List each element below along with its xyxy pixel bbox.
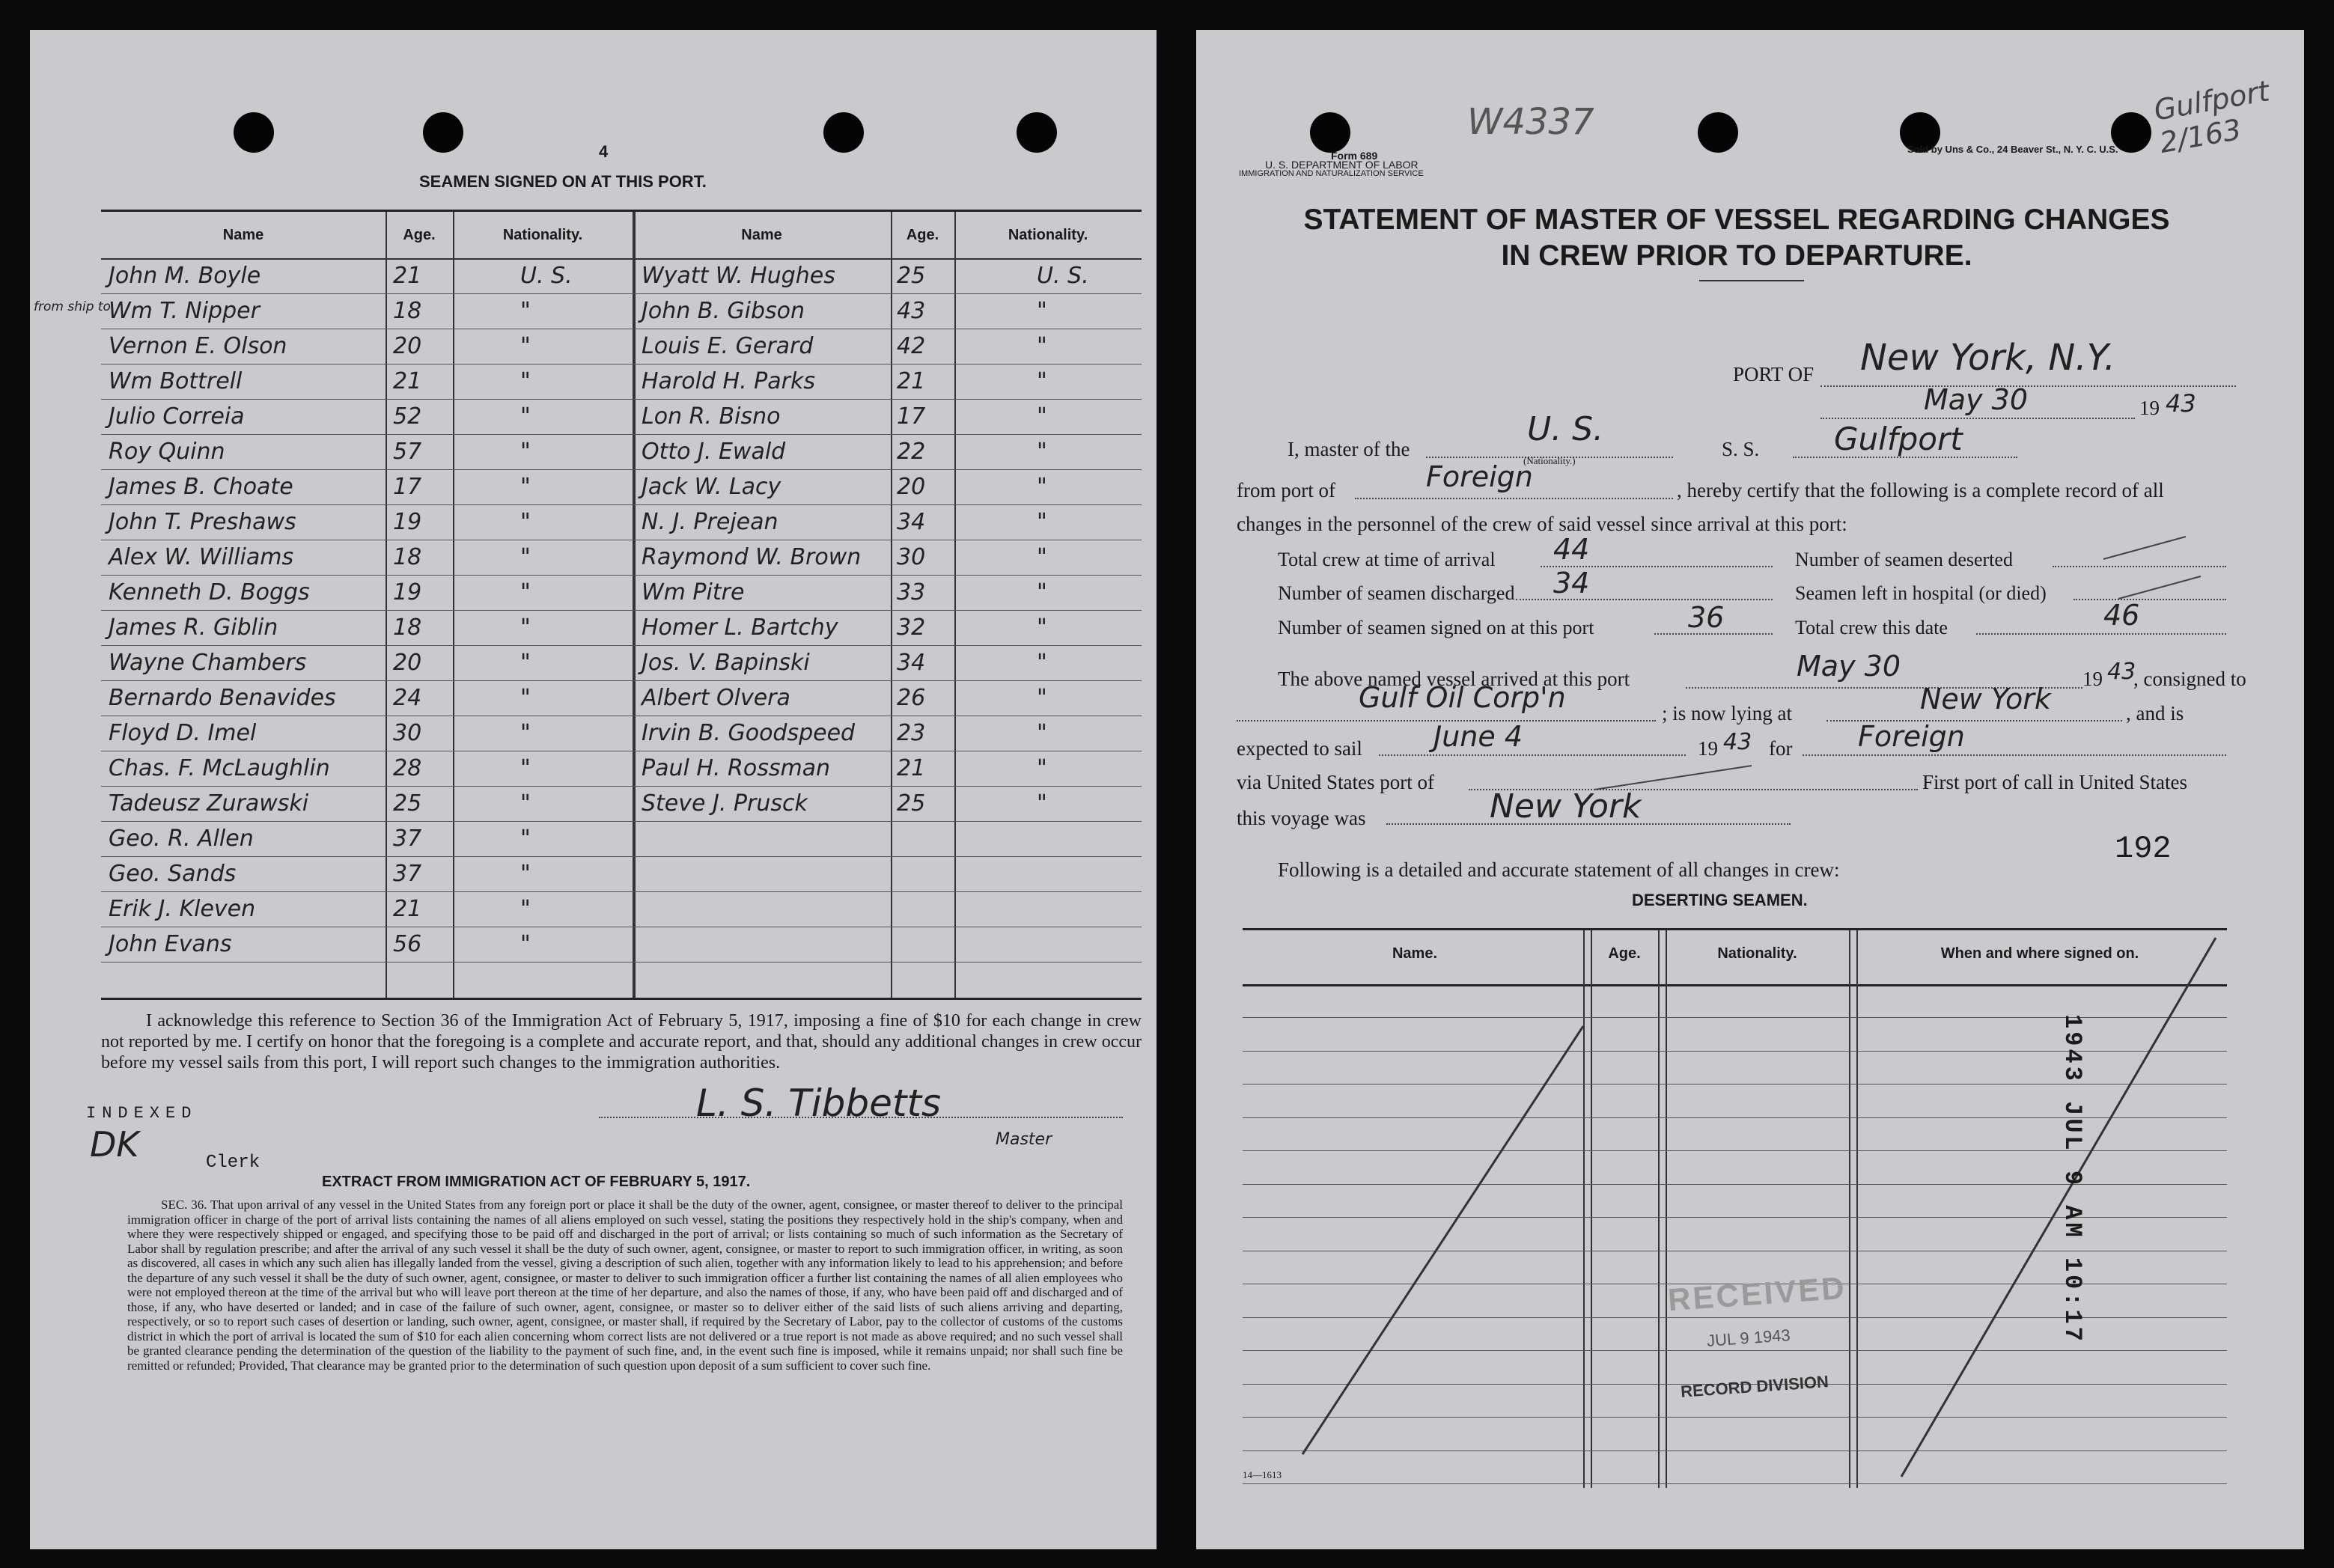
master-label: Master <box>996 1130 1052 1149</box>
seaman-age: 24 <box>393 685 422 711</box>
seaman-nationality: " <box>520 544 531 570</box>
sail-value: June 4 <box>1433 720 1523 753</box>
table-row <box>101 329 1142 364</box>
seaman-name: Wyatt W. Hughes <box>642 263 835 289</box>
seaman-nationality: " <box>520 790 531 817</box>
seaman-name: James B. Choate <box>109 474 293 500</box>
consignee-value: Gulf Oil Corp'n <box>1359 681 1566 714</box>
department: U. S. DEPARTMENT OF LABOR <box>1265 159 1419 171</box>
acknowledgement-text: I acknowledge this reference to Section 36 of the Immigration Act of February 5, 1917, imposing a fine of $10 for each change in crew not reported by me. I certify on honor that the foregoing is a complete and accurate report, and that, should any additional changes in crew occur before my vessel sails from this port, I will report such changes to the immigration authorities. <box>101 1011 1142 1073</box>
total-today-label: Total crew this date <box>1795 617 1948 638</box>
master-signature: L. S. Tibbetts <box>696 1082 942 1125</box>
seaman-name: Steve J. Prusck <box>642 790 808 817</box>
seaman-nationality: " <box>520 368 531 394</box>
seaman-nationality: " <box>1037 720 1047 746</box>
master-of-label: I, master of the <box>1288 438 1410 460</box>
seaman-age: 18 <box>393 614 422 641</box>
seaman-nationality: " <box>520 861 531 887</box>
punch-hole <box>1310 112 1350 153</box>
seaman-age: 25 <box>897 790 926 817</box>
seaman-age: 22 <box>897 439 926 465</box>
seaman-nationality: " <box>520 333 531 359</box>
seaman-name: John M. Boyle <box>109 263 261 289</box>
seaman-age: 52 <box>393 403 422 430</box>
seaman-age: 28 <box>393 755 422 781</box>
following-text: Following is a detailed and accurate statement of all changes in crew: <box>1278 858 1840 881</box>
voyage-value: New York <box>1490 787 1642 826</box>
table-row <box>101 716 1142 751</box>
seaman-nationality: U. S. <box>520 263 573 289</box>
table-row <box>101 540 1142 576</box>
printer-credit: Sold by Uns & Co., 24 Beaver St., N. Y. C. U.S. <box>1907 144 2118 155</box>
table-row <box>101 293 1142 329</box>
page-number: 4 <box>599 142 609 161</box>
seaman-name: Geo. Sands <box>109 861 237 887</box>
table-row <box>101 610 1142 646</box>
seaman-nationality: " <box>520 826 531 852</box>
seaman-age: 23 <box>897 720 926 746</box>
for-value: Foreign <box>1858 720 1965 753</box>
arrived-year-prefix: 19 <box>2082 668 2103 690</box>
dcol-age: Age. <box>1608 945 1641 962</box>
seaman-age: 34 <box>897 509 926 535</box>
punch-hole <box>823 112 864 153</box>
table-row <box>101 856 1142 892</box>
table-row <box>101 927 1142 963</box>
seaman-age: 21 <box>393 368 422 394</box>
deserted-label: Number of seamen deserted <box>1795 549 2013 570</box>
table-row <box>101 645 1142 681</box>
seaman-name: Alex W. Williams <box>109 544 294 570</box>
seaman-age: 25 <box>393 790 422 817</box>
total-crew-arrival-value: 44 <box>1553 533 1590 566</box>
seaman-age: 34 <box>897 650 926 676</box>
file-number: W4337 <box>1467 101 1594 143</box>
seaman-age: 37 <box>393 861 422 887</box>
seaman-nationality: " <box>520 650 531 676</box>
seaman-age: 21 <box>393 896 422 922</box>
seaman-nationality: " <box>520 298 531 324</box>
certify-text: , hereby certify that the following is a complete record of all <box>1677 479 2164 501</box>
nationality-caption: (Nationality.) <box>1523 455 1576 466</box>
seaman-age: 19 <box>393 579 422 605</box>
seaman-age: 17 <box>897 403 926 430</box>
seaman-age: 43 <box>897 298 926 324</box>
seaman-nationality: " <box>520 720 531 746</box>
seaman-nationality: " <box>1037 368 1047 394</box>
seaman-nationality: " <box>520 931 531 957</box>
table-row <box>101 786 1142 822</box>
ss-label: S. S. <box>1722 438 1760 460</box>
seaman-age: 21 <box>897 368 926 394</box>
seaman-name: Bernardo Benavides <box>109 685 336 711</box>
for-label: for <box>1769 737 1793 760</box>
seaman-name: Jack W. Lacy <box>642 474 781 500</box>
seaman-age: 20 <box>897 474 926 500</box>
port-of-value: New York, N.Y. <box>1860 337 2115 379</box>
punch-hole <box>234 112 274 153</box>
signed-on-label: Number of seamen signed on at this port <box>1278 617 1594 638</box>
punch-hole <box>1017 112 1057 153</box>
page-stamp: 192 <box>2115 831 2172 867</box>
section-title: SEAMEN SIGNED ON AT THIS PORT. <box>419 172 707 191</box>
seaman-nationality: " <box>1037 333 1047 359</box>
seaman-name: Paul H. Rossman <box>642 755 831 781</box>
seaman-name: Lon R. Bisno <box>642 403 781 430</box>
margin-note: from ship to <box>34 299 111 314</box>
table-row <box>101 469 1142 505</box>
sail-year: 43 <box>1723 729 1752 755</box>
seaman-name: Wayne Chambers <box>109 650 307 676</box>
seaman-age: 56 <box>393 931 422 957</box>
form-title <box>1239 202 2234 274</box>
punch-hole <box>1698 112 1738 153</box>
discharged-label: Number of seamen discharged <box>1278 582 1515 604</box>
expected-label: expected to sail <box>1237 737 1362 760</box>
seaman-nationality: " <box>1037 685 1047 711</box>
seaman-nationality: " <box>520 403 531 430</box>
seaman-name: John B. Gibson <box>642 298 805 324</box>
dcol-signed-on: When and where signed on. <box>1940 945 2139 962</box>
received-date: JUL 9 1943 <box>1706 1326 1791 1350</box>
and-is-label: , and is <box>2126 702 2184 724</box>
seaman-name: John T. Preshaws <box>109 509 296 535</box>
col-name: Name <box>222 227 264 243</box>
seaman-age: 20 <box>393 650 422 676</box>
seaman-name: Tadeusz Zurawski <box>109 790 309 817</box>
seaman-age: 42 <box>897 333 926 359</box>
seaman-age: 17 <box>393 474 422 500</box>
dcol-nationality: Nationality. <box>1717 945 1797 962</box>
dash-strokes <box>2074 528 2223 610</box>
seaman-nationality: " <box>520 579 531 605</box>
seaman-nationality: " <box>1037 509 1047 535</box>
seaman-nationality: " <box>1037 439 1047 465</box>
consigned-label: , consigned to <box>2133 668 2246 690</box>
extract-title: EXTRACT FROM IMMIGRATION ACT OF FEBRUARY 5, 1917. <box>322 1174 751 1190</box>
arrived-value: May 30 <box>1797 650 1901 683</box>
seaman-name: Floyd D. Imel <box>109 720 257 746</box>
seaman-nationality: " <box>1037 544 1047 570</box>
seaman-name: Kenneth D. Boggs <box>109 579 310 605</box>
seaman-name: Vernon E. Olson <box>109 333 287 359</box>
year-prefix: 19 <box>2139 397 2160 419</box>
first-port-label: First port of call in United States <box>1922 771 2187 793</box>
total-today-value: 46 <box>2103 599 2140 632</box>
service: IMMIGRATION AND NATURALIZATION SERVICE <box>1239 169 1424 178</box>
seaman-age: 25 <box>897 263 926 289</box>
dcol-name: Name. <box>1392 945 1438 962</box>
from-port-label: from port of <box>1237 479 1335 501</box>
seaman-nationality: " <box>520 509 531 535</box>
seaman-name: Louis E. Gerard <box>642 333 814 359</box>
indexed-stamp: INDEXED <box>86 1104 198 1123</box>
seaman-age: 21 <box>897 755 926 781</box>
port-of-label: PORT OF <box>1733 363 1815 385</box>
seaman-nationality: " <box>520 685 531 711</box>
table-header <box>101 212 1142 260</box>
title-line-1: STATEMENT OF MASTER OF VESSEL REGARDING CHANGES <box>1303 204 2170 236</box>
via-label: via United States port of <box>1237 771 1434 793</box>
date-value: May 30 <box>1924 383 2028 416</box>
seaman-age: 57 <box>393 439 422 465</box>
discharged-value: 34 <box>1553 567 1590 600</box>
extract-text: SEC. 36. That upon arrival of any vessel in the United States from any foreign port or place it shall be the duty of the owner, agent, consignee, or master thereof to deliver to the principal immigration officer in charge of the port of arrival lists containing the names of all aliens employed on such vessel, stating the positions they respectively hold in the ship's company, when and where they were respectively shipped or engaged, and specifying those to be paid off and discharged in the port of arrival; or lists containing so much of such information as the Secretary of Labor shall by regulation prescribe; and after the arrival of any such vessel it shall be the duty of such owner, agent, consignee, or master to report to such immigration officer, in writing, as soon as discovered, all cases in which any such alien has illegally landed from the vessel, giving a description of such alien, together with any information likely to lead to his apprehension; and before the departure of any such vessel it shall be the duty of such owner, agent, consignee, or master to deliver to such immigration officer a further list containing the names of all alien employees who were not employed thereon at the time of the arrival but who will leave port thereon at the time of her departure, and also the names of those, if any, who have been paid off and discharged and of those, if any, who have deserted or landed; and in case of the failure of such owner, agent, consignee, or master so to deliver either of the said lists of such aliens arriving and departing, respectively, or so to report such cases of desertion or landing, such owner, agent, consignee, or master shall, if required by the Secretary of Labor, pay to the collector of customs of the customs district in which the port of arrival is located the sum of $10 for each alien concerning whom correct lists are not delivered or a true report is not made as above required; and no such vessel shall be granted clearance pending the determination of the question of the liability to the payment of such fine, and, in the event such fine is imposed, while it remains unpaid; nor shall such fine be remitted or refunded; Provided, That clearance may be granted prior to the determination of such question upon deposit of a sum sufficient to cover such fine. <box>127 1198 1123 1373</box>
seaman-age: 32 <box>897 614 926 641</box>
seaman-age: 37 <box>393 826 422 852</box>
seaman-name: Irvin B. Goodspeed <box>642 720 856 746</box>
col-name-2: Name <box>741 227 782 243</box>
received-stamp: RECEIVED <box>1666 1269 1848 1318</box>
seaman-nationality: " <box>520 755 531 781</box>
lying-value: New York <box>1920 683 2051 716</box>
record-division: RECORD DIVISION <box>1680 1372 1829 1401</box>
seaman-name: Chas. F. McLaughlin <box>109 755 330 781</box>
lying-label: ; is now lying at <box>1662 702 1792 724</box>
clerk-initials: DK <box>90 1124 139 1165</box>
title-rule <box>1699 280 1804 281</box>
table-row <box>101 821 1142 857</box>
col-age: Age. <box>403 227 436 243</box>
seaman-nationality: " <box>1037 403 1047 430</box>
arrived-year: 43 <box>2107 659 2136 685</box>
seaman-name: Roy Quinn <box>109 439 225 465</box>
left-page <box>30 30 1157 1549</box>
seaman-nationality: " <box>1037 755 1047 781</box>
seaman-name: Geo. R. Allen <box>109 826 254 852</box>
seaman-name: Albert Olvera <box>642 685 790 711</box>
punch-hole <box>423 112 463 153</box>
seaman-name: Raymond W. Brown <box>642 544 862 570</box>
total-crew-arrival-label: Total crew at time of arrival <box>1278 549 1496 570</box>
year-value: 43 <box>2166 389 2196 418</box>
ship-value: Gulfport <box>1834 421 1963 457</box>
seaman-age: 18 <box>393 544 422 570</box>
col-age-2: Age. <box>906 227 939 243</box>
seaman-nationality: " <box>520 614 531 641</box>
seaman-age: 19 <box>393 509 422 535</box>
hospital-label: Seamen left in hospital (or died) <box>1795 582 2047 604</box>
form-number: Form 689 <box>1331 150 1378 162</box>
sail-year-prefix: 19 <box>1698 737 1718 760</box>
seaman-nationality: U. S. <box>1037 263 1089 289</box>
col-nationality-2: Nationality. <box>1008 227 1088 243</box>
seaman-name: Wm Bottrell <box>109 368 243 394</box>
seamen-table <box>101 210 1142 1000</box>
seaman-name: Harold H. Parks <box>642 368 815 394</box>
seaman-nationality: " <box>1037 650 1047 676</box>
seaman-nationality: " <box>520 439 531 465</box>
table-row <box>101 399 1142 435</box>
seaman-age: 18 <box>393 298 422 324</box>
seaman-name: Julio Correia <box>109 403 245 430</box>
corner-note: Gulfport 2/163 <box>2151 74 2272 159</box>
arrived-label: The above named vessel arrived at this port <box>1278 668 1630 690</box>
seaman-age: 26 <box>897 685 926 711</box>
seaman-nationality: " <box>1037 298 1047 324</box>
col-nationality: Nationality. <box>502 227 583 243</box>
nationality-value: U. S. <box>1527 410 1604 448</box>
seaman-name: Erik J. Kleven <box>109 896 256 922</box>
voyage-label: this voyage was <box>1237 807 1366 829</box>
seaman-name: Homer L. Bartchy <box>642 614 838 641</box>
seaman-age: 33 <box>897 579 926 605</box>
table-row <box>101 258 1142 294</box>
seaman-name: Otto J. Ewald <box>642 439 786 465</box>
changes-text: changes in the personnel of the crew of said vessel since arrival at this port: <box>1237 513 1847 535</box>
seaman-name: John Evans <box>109 931 232 957</box>
seaman-nationality: " <box>1037 790 1047 817</box>
table-row <box>101 434 1142 470</box>
signed-on-value: 36 <box>1688 601 1725 634</box>
clerk-label: Clerk <box>206 1153 260 1173</box>
seaman-age: 20 <box>393 333 422 359</box>
table-row <box>101 751 1142 787</box>
footer-code: 14—1613 <box>1243 1469 1282 1480</box>
seaman-age: 21 <box>393 263 422 289</box>
seaman-nationality: " <box>520 474 531 500</box>
date-stamp: 1943 JUL 9 AM 10:17 <box>2059 1014 2086 1344</box>
seaman-name: Wm T. Nipper <box>109 298 260 324</box>
table-row <box>101 680 1142 716</box>
seaman-nationality: " <box>1037 614 1047 641</box>
table-row <box>101 891 1142 927</box>
deserting-title: DESERTING SEAMEN. <box>1632 891 1808 909</box>
seaman-nationality: " <box>1037 474 1047 500</box>
seaman-age: 30 <box>393 720 422 746</box>
seaman-name: Jos. V. Bapinski <box>642 650 810 676</box>
table-row <box>101 504 1142 540</box>
seaman-name: Wm Pitre <box>642 579 745 605</box>
title-line-2: IN CREW PRIOR TO DEPARTURE. <box>1501 240 1972 272</box>
seaman-nationality: " <box>520 896 531 922</box>
from-port-value: Foreign <box>1426 460 1533 493</box>
seaman-nationality: " <box>1037 579 1047 605</box>
seaman-name: N. J. Prejean <box>642 509 778 535</box>
table-row <box>101 575 1142 611</box>
table-row <box>101 364 1142 400</box>
seaman-name: James R. Giblin <box>109 614 278 641</box>
seaman-age: 30 <box>897 544 926 570</box>
